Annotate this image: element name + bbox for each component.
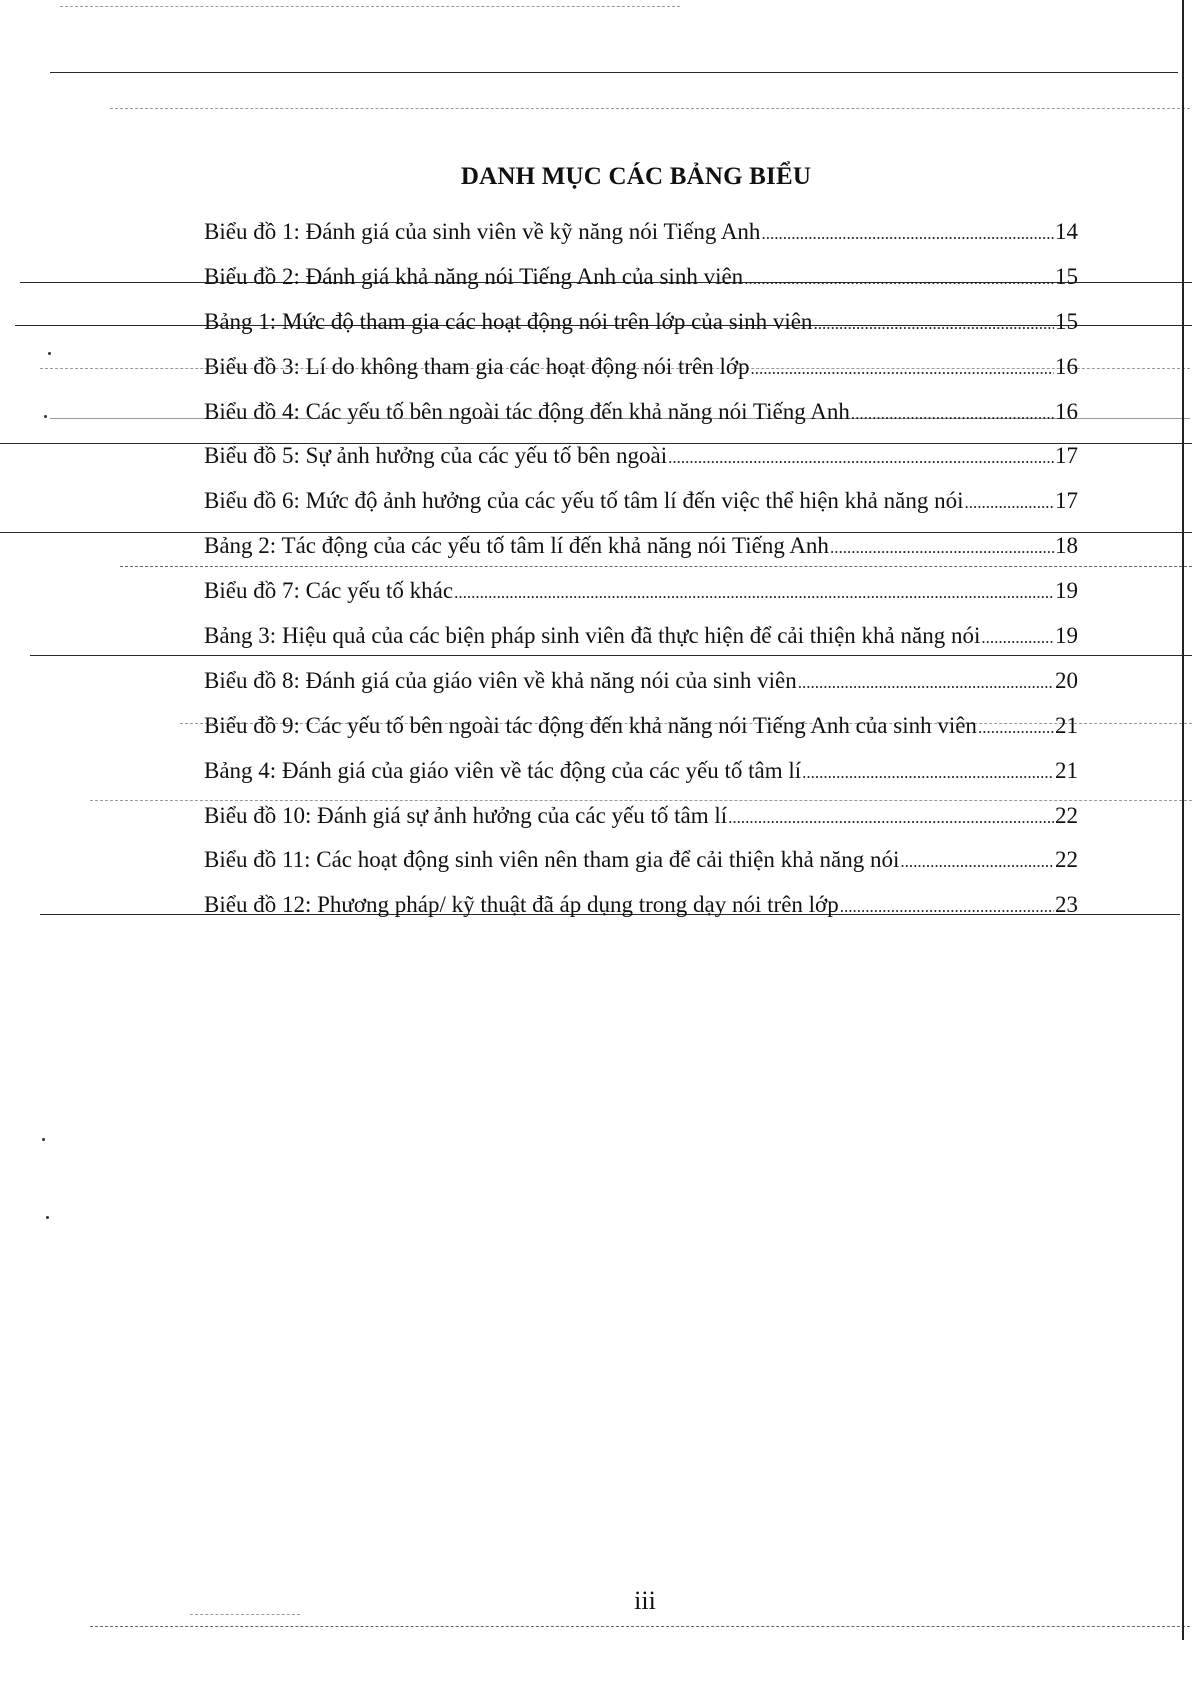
dot-leader <box>840 898 1054 915</box>
dot-leader <box>761 225 1054 242</box>
toc-entry <box>204 310 1078 355</box>
toc-entry-label: Biểu đồ 3: Lí do không tham gia các hoạt động nói trên lớp <box>204 353 750 379</box>
table-of-figures <box>204 220 1078 938</box>
toc-entry <box>204 759 1078 804</box>
dot-leader <box>802 764 1054 781</box>
toc-entry-label: Biểu đồ 2: Đánh giá khả năng nói Tiếng Anh của sinh viên <box>204 263 744 289</box>
dot-leader <box>830 539 1054 556</box>
toc-entry-label: Biểu đồ 7: Các yếu tố khác <box>204 578 454 604</box>
scan-speck <box>48 352 51 355</box>
toc-entry-page: 14 <box>1055 219 1078 244</box>
dot-leader <box>978 719 1054 736</box>
toc-entry <box>204 804 1078 849</box>
toc-entry <box>204 624 1078 669</box>
toc-entry <box>204 669 1078 714</box>
dot-leader <box>798 674 1054 691</box>
toc-entry-page: 15 <box>1055 308 1078 334</box>
toc-entry-page: 19 <box>1055 623 1078 649</box>
toc-entry <box>204 444 1078 489</box>
toc-entry <box>204 714 1078 759</box>
dot-leader <box>813 315 1054 332</box>
toc-entry <box>204 534 1078 579</box>
toc-entry-label: Biểu đồ 1: Đánh giá của sinh viên về kỹ năng nói Tiếng Anh <box>204 219 761 244</box>
scan-speck <box>44 415 47 418</box>
dot-leader <box>751 360 1054 377</box>
toc-entry-label: Biểu đồ 5: Sự ảnh hưởng của các yếu tố bên ngoài <box>204 443 668 469</box>
page-title: DANH MỤC CÁC BẢNG BIỂU <box>460 163 812 190</box>
toc-entry <box>204 220 1078 265</box>
toc-entry-label: Biểu đồ 8: Đánh giá của giáo viên về khả năng nói của sinh viên <box>204 667 797 693</box>
toc-entry-page: 17 <box>1055 443 1078 469</box>
page-number: iii <box>634 1586 656 1615</box>
toc-entry-page: 16 <box>1055 353 1078 379</box>
dot-leader <box>851 405 1054 422</box>
scan-line <box>60 6 680 7</box>
toc-entry <box>204 893 1078 938</box>
scan-speck <box>42 1138 45 1141</box>
toc-entry-page: 19 <box>1055 578 1078 604</box>
scan-line <box>50 72 1178 73</box>
toc-entry-label: Biểu đồ 10: Đánh giá sự ảnh hưởng của các yếu tố tâm lí <box>204 802 728 828</box>
toc-entry-page: 16 <box>1055 398 1078 424</box>
toc-entry-page: 22 <box>1055 847 1078 873</box>
dot-leader <box>728 809 1054 826</box>
toc-entry-label: Bảng 4: Đánh giá của giáo viên về tác động của các yếu tố tâm lí <box>204 757 802 783</box>
dot-leader <box>744 270 1054 287</box>
toc-entry <box>204 489 1078 534</box>
toc-entry-label: Biểu đồ 9: Các yếu tố bên ngoài tác động đến khả năng nói Tiếng Anh của sinh viên <box>204 712 977 738</box>
toc-entry-label: Biểu đồ 4: Các yếu tố bên ngoài tác động đến khả năng nói Tiếng Anh <box>204 398 850 424</box>
scan-speck <box>46 1216 49 1219</box>
toc-entry-label: Bảng 3: Hiệu quả của các biện pháp sinh viên đã thực hiện để cải thiện khả năng nói <box>204 623 981 649</box>
toc-entry-label: Biểu đồ 12: Phương pháp/ kỹ thuật đã áp dụng trong dạy nói trên lớp <box>204 892 839 918</box>
dot-leader <box>981 629 1054 646</box>
scan-line <box>110 108 1190 109</box>
toc-entry-label: Bảng 1: Mức độ tham gia các hoạt động nói trên lớp của sinh viên <box>204 308 813 334</box>
toc-entry-page: 22 <box>1055 802 1078 828</box>
toc-entry-page: 20 <box>1055 667 1078 693</box>
dot-leader <box>454 584 1054 601</box>
toc-entry <box>204 265 1078 310</box>
toc-entry-page: 18 <box>1055 533 1078 559</box>
toc-entry-page: 21 <box>1055 712 1078 738</box>
dot-leader <box>668 449 1054 466</box>
dot-leader <box>964 494 1054 511</box>
toc-entry <box>204 400 1078 445</box>
toc-entry <box>204 579 1078 624</box>
toc-entry-label: Biểu đồ 6: Mức độ ảnh hưởng của các yếu tố tâm lí đến việc thể hiện khả năng nói <box>204 488 964 514</box>
toc-entry-page: 17 <box>1055 488 1078 514</box>
toc-entry-page: 15 <box>1055 263 1078 289</box>
toc-entry-page: 23 <box>1055 892 1078 918</box>
scan-edge <box>1182 0 1184 1640</box>
toc-entry <box>204 848 1078 893</box>
toc-entry <box>204 355 1078 400</box>
toc-entry-label: Bảng 2: Tác động của các yếu tố tâm lí đến khả năng nói Tiếng Anh <box>204 533 829 559</box>
dot-leader <box>900 853 1054 870</box>
toc-entry-label: Biểu đồ 11: Các hoạt động sinh viên nên tham gia để cải thiện khả năng nói <box>204 847 900 873</box>
scan-line <box>90 1626 1190 1627</box>
toc-entry-page: 21 <box>1055 757 1078 783</box>
